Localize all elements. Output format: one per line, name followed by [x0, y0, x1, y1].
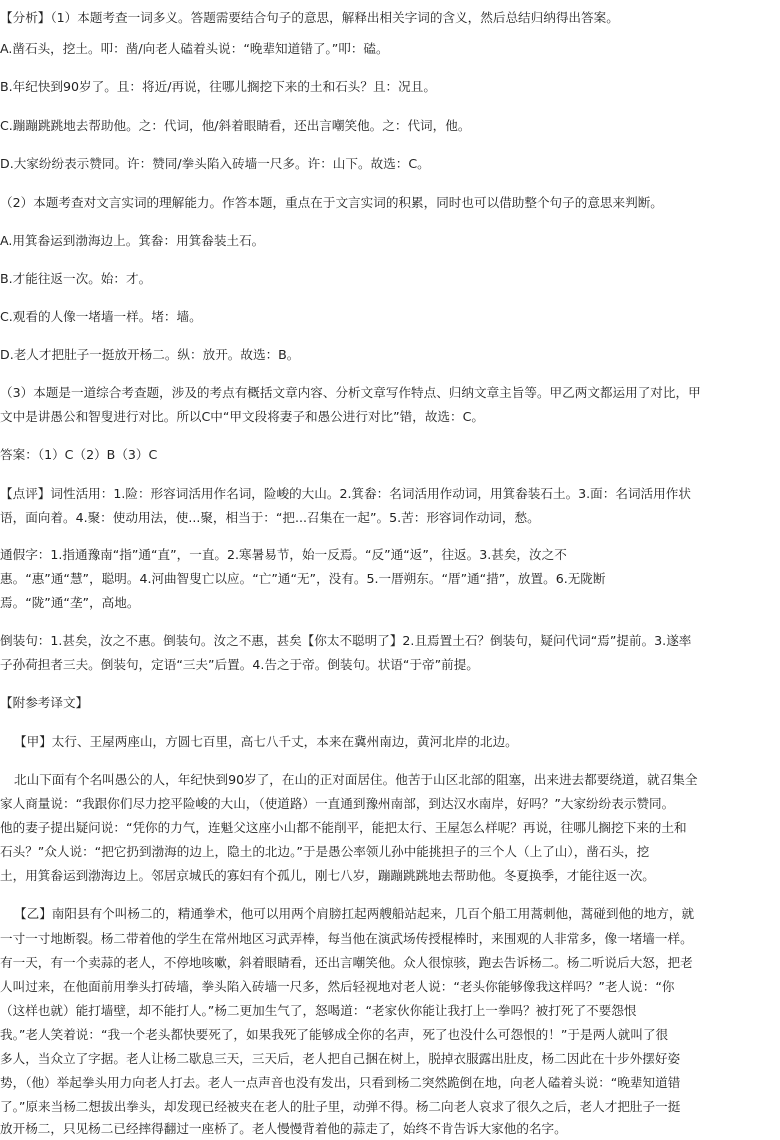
analysis-q2-option-b: B.才能往返一次。始：才。	[0, 271, 152, 286]
translation-jia-intro: 【甲】太行、王屋两座山，方圆七百里，高七八千丈，本来在冀州南边，黄河北岸的北边。	[14, 734, 518, 749]
translation-jia-line-2: 家人商量说：“我跟你们尽力挖平险峻的大山，（使道路）一直通到豫州南部，到达汉水南岸，好吗？”大家纷纷表示赞同。	[0, 796, 675, 811]
daozhuang-line-2: 子孙荷担者三夫。倒装句，定语“三夫”后置。4.告之于帝。倒装句。状语“于帝”前提。	[0, 657, 479, 672]
analysis-q1-option-a: A.凿石头，挖土。叩：凿/向老人磕着头说：“晚辈知道错了。”叩：磕。	[0, 41, 389, 56]
translation-yi-line-7: 多人，当众立了字据。老人让杨二歇息三天，三天后，老人把自己捆在树上，脱掉衣服露出肚皮，杨二因此在十步外摆好姿	[0, 1051, 681, 1066]
translation-yi-line-5: （这样也就）能打墙壁，却不能打人。”杨二更加生气了，怒喝道：“老家伙你能让我打上一拳吗？被打死了不要怨恨	[0, 1003, 637, 1018]
analysis-q2-option-c: C.观看的人像一堵墙一样。堵：墙。	[0, 309, 202, 324]
tongjiazi-line-3: 焉。“陇”通“垄”，高地。	[0, 595, 140, 610]
translation-jia-line-3: 他的妻子提出疑问说：“凭你的力气，连魁父这座小山都不能削平，能把太行、王屋怎么样呢？再说，往哪儿搁挖下来的土和	[0, 820, 687, 835]
translation-jia-line-1: 北山下面有个名叫愚公的人，年纪快到90岁了，在山的正对面居住。他苦于山区北部的阻塞，出来进去都要绕道，就召集全	[14, 772, 698, 787]
translation-jia-line-4: 石头？”众人说：“把它扔到渤海的边上，隐土的北边。”于是愚公率领儿孙中能挑担子的三个人（上了山），凿石头，挖	[0, 844, 650, 859]
analysis-q2-heading: （2）本题考查对文言实词的理解能力。作答本题，重点在于文言实词的积累，同时也可以借助整个句子的意思来判断。	[0, 195, 663, 210]
comment-line-1: 【点评】词性活用：1.险：形容词活用作名词，险峻的大山。2.箕畚：名词活用作动词，用箕畚装石土。3.面：名词活用作状	[0, 486, 691, 501]
translation-yi-line-9: 了。”原来当杨二想拔出拳头，却发现已经被夹在老人的肚子里，动弹不得。杨二向老人哀求了很久之后，老人才把肚子一挺	[0, 1099, 681, 1114]
translation-heading: 【附参考译文】	[0, 695, 89, 710]
translation-yi-line-10: 放开杨二，只见杨二已经摔得翻过一座桥了。老人慢慢背着他的蒜走了，始终不肯告诉大家他的名字。	[0, 1121, 567, 1136]
analysis-q1-option-b: B.年纪快到90岁了。且：将近/再说，往哪儿搁挖下来的土和石头？且：况且。	[0, 79, 436, 94]
translation-yi-line-8: 势，（他）举起拳头用力向老人打去。老人一点声音也没有发出，只看到杨二突然跪倒在地，向老人磕着头说：“晚辈知道错	[0, 1075, 681, 1090]
analysis-q1-option-d: D.大家纷纷表示赞同。许：赞同/拳头陷入砖墙一尺多。许：山下。故选：C。	[0, 156, 430, 171]
answer-line: 答案：（1）C（2）B（3）C	[0, 447, 158, 462]
analysis-q2-option-a: A.用箕畚运到渤海边上。箕畚：用箕畚装土石。	[0, 233, 265, 248]
analysis-q1-option-c: C.蹦蹦跳跳地去帮助他。之：代词，他/斜着眼睛看，还出言嘲笑他。之：代词，他。	[0, 118, 471, 133]
translation-yi-line-3: 有一天，有一个卖蒜的老人，不停地咳嗽，斜着眼睛看，还出言嘲笑他。众人很惊骇，跑去告诉杨二。杨二听说后大怒，把老	[0, 955, 693, 970]
analysis-heading-line: 【分析】（1）本题考查一词多义。答题需要结合句子的意思，解释出相关字词的含义，然后总结归纳得出答案。	[0, 10, 619, 25]
analysis-q3-line-2: 文中是讲愚公和智叟进行对比。所以C中“甲文段将妻子和愚公进行对比”错，故选：C。	[0, 409, 485, 424]
translation-yi-line-4: 人叫过来，在他面前用拳头打砖墙，拳头陷入砖墙一尺多，然后轻视地对老人说：“老头你能够像我这样吗？”老人说：“你	[0, 979, 675, 994]
tongjiazi-line-2: 惠。“惠”通“慧”，聪明。4.河曲智叟亡以应。“亡”通“无”，没有。5.一厝朔东。“厝”通“措”，放置。6.无陇断	[0, 571, 606, 586]
translation-yi-line-2: 一寸一寸地断裂。杨二带着他的学生在常州地区习武弄棒，每当他在演武场传授棍棒时，来围观的人非常多，像一堵墙一样。	[0, 931, 693, 946]
translation-yi-line-6: 我。”老人笑着说：“我一个老头都快要死了，如果我死了能够成全你的名声，死了也没什么可怨恨的！”于是两人就叫了很	[0, 1027, 669, 1042]
comment-line-2: 语，面向着。4.聚：使动用法，使...聚，相当于：“把...召集在一起”。5.苦：形容词作动词，愁。	[0, 510, 540, 525]
analysis-q3-line-1: （3）本题是一道综合考查题，涉及的考点有概括文章内容、分析文章写作特点、归纳文章主旨等。甲乙两文都运用了对比，甲	[0, 385, 701, 400]
translation-jia-line-5: 土，用箕畚运到渤海边上。邻居京城氏的寡妇有个孤儿，刚七八岁，蹦蹦跳跳地去帮助他。冬夏换季，才能往返一次。	[0, 868, 655, 883]
analysis-q2-option-d: D.老人才把肚子一挺放开杨二。纵：放开。故选：B。	[0, 347, 300, 362]
tongjiazi-line-1: 通假字：1.指通豫南“指”通“直”，一直。2.寒暑易节，始一反焉。“反”通“返”，往返。3.甚矣，汝之不	[0, 547, 567, 562]
translation-yi-line-1: 【乙】南阳县有个叫杨二的，精通拳术，他可以用两个肩膀扛起两艘船站起来，几百个船工用蒿刺他，蒿碰到他的地方，就	[14, 906, 695, 921]
daozhuang-line-1: 倒装句：1.甚矣，汝之不惠。倒装句。汝之不惠，甚矣【你太不聪明了】2.且焉置土石？倒装句，疑问代词“焉”提前。3.遂率	[0, 633, 692, 648]
